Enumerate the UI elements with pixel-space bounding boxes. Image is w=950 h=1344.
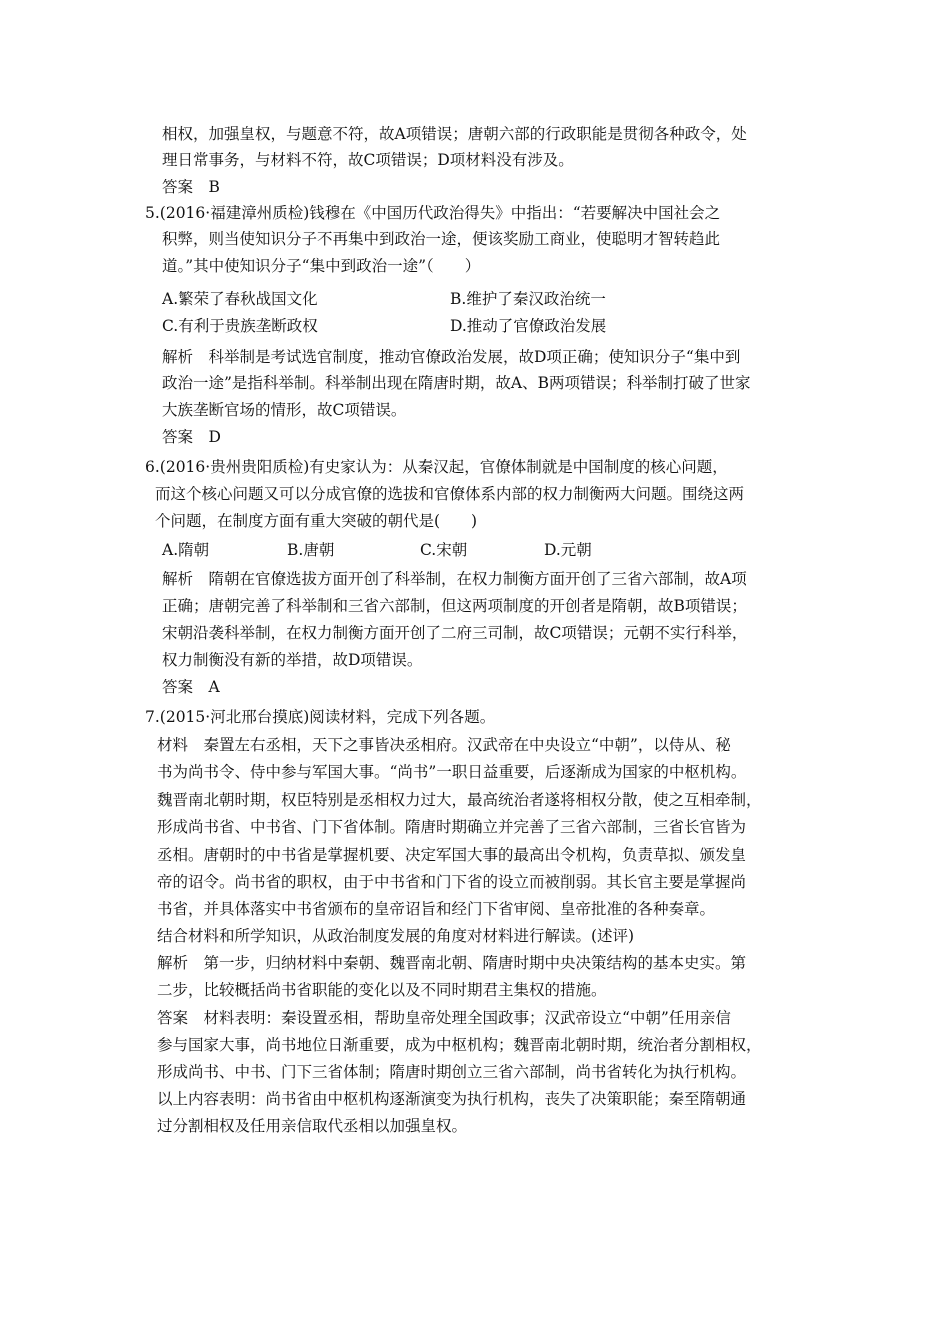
q5-option-a: A.繁荣了春秋战国文化 bbox=[162, 290, 318, 308]
answer-line: 答案 A bbox=[162, 678, 220, 696]
analysis-line: 解析 第一步，归纳材料中秦朝、魏晋南北朝、隋唐时期中央决策结构的基本史实。第 bbox=[157, 954, 747, 972]
analysis-line: 解析 隋朝在官僚选拔方面开创了科举制，在权力制衡方面开创了三省六部制，故A项 bbox=[162, 570, 747, 588]
text-line: 书为尚书令、侍中参与军国大事。“尚书”一职日益重要，后逐渐成为国家的中枢机构。 bbox=[157, 763, 747, 781]
text-line: 积弊，则当使知识分子不再集中到政治一途，便该奖励工商业，使聪明才智转趋此 bbox=[162, 230, 721, 248]
text-line: 大族垄断官场的情形，故C项错误。 bbox=[162, 401, 407, 419]
text-line: 以上内容表明：尚书省由中枢机构逐渐演变为执行机构，丧失了决策职能；秦至隋朝通 bbox=[157, 1090, 747, 1108]
text-line: 道。”其中使知识分子“集中到政治一途”（ ） bbox=[162, 257, 481, 275]
text-line: 书省，并具体落实中书省颁布的皇帝诏旨和经门下省审阅、皇帝批准的各种奏章。 bbox=[157, 900, 716, 918]
q6-option-d: D.元朝 bbox=[544, 541, 592, 559]
text-line: 理日常事务，与材料不符，故C项错误；D项材料没有涉及。 bbox=[162, 151, 574, 169]
q5-option-c: C.有利于贵族垄断政权 bbox=[162, 317, 318, 335]
answer-line: 答案 B bbox=[162, 178, 220, 196]
analysis-line: 解析 科举制是考试选官制度，推动官僚政治发展，故D项正确；使知识分子“集中到 bbox=[162, 348, 741, 366]
text-line: 参与国家大事，尚书地位日渐重要，成为中枢机构；魏晋南北朝时期，统治者分割相权， bbox=[157, 1036, 762, 1054]
text-line: 正确；唐朝完善了科举制和三省六部制，但这两项制度的开创者是隋朝，故B项错误； bbox=[162, 597, 747, 615]
instruction-line: 结合材料和所学知识，从政治制度发展的角度对材料进行解读。(述评) bbox=[157, 927, 635, 945]
q5-option-b: B.维护了秦汉政治统一 bbox=[450, 290, 606, 308]
q5-option-d: D.推动了官僚政治发展 bbox=[450, 317, 607, 335]
text-line: 二步，比较概括尚书省职能的变化以及不同时期君主集权的措施。 bbox=[157, 981, 607, 999]
text-line: 相权，加强皇权，与题意不符，故A项错误；唐朝六部的行政职能是贯彻各种政令，处 bbox=[162, 125, 747, 143]
text-line: 帝的诏令。尚书省的职权，由于中书省和门下省的设立而被削弱。其长官主要是掌握尚 bbox=[157, 873, 747, 891]
answer-line: 答案 D bbox=[162, 428, 221, 446]
text-line: 而这个核心问题又可以分成官僚的选拔和官僚体系内部的权力制衡两大问题。围绕这两 bbox=[155, 485, 745, 503]
text-line: 宋朝沿袭科举制，在权力制衡方面开创了二府三司制，故C项错误；元朝不实行科举， bbox=[162, 624, 748, 642]
answer-line: 答案 材料表明：秦设置丞相，帮助皇帝处理全国政事；汉武帝设立“中朝”任用亲信 bbox=[157, 1009, 731, 1027]
question-7-stem: 7.(2015·河北邢台摸底)阅读材料，完成下列各题。 bbox=[145, 708, 496, 726]
text-line: 形成尚书、中书、门下三省体制；隋唐时期创立三省六部制，尚书省转化为执行机构。 bbox=[157, 1063, 747, 1081]
q6-option-a: A.隋朝 bbox=[162, 541, 210, 559]
text-line: 形成尚书省、中书省、门下省体制。隋唐时期确立并完善了三省六部制，三省长官皆为 bbox=[157, 818, 747, 836]
q6-option-c: C.宋朝 bbox=[420, 541, 468, 559]
question-5-stem: 5.(2016·福建漳州质检)钱穆在《中国历代政治得失》中指出：“若要解决中国社会之 bbox=[145, 204, 721, 222]
text-line: 过分割相权及任用亲信取代丞相以加强皇权。 bbox=[157, 1117, 468, 1135]
material-line: 材料 秦置左右丞相，天下之事皆决丞相府。汉武帝在中央设立“中朝”，以侍从、秘 bbox=[157, 736, 731, 754]
text-line: 魏晋南北朝时期，权臣特别是丞相权力过大，最高统治者遂将相权分散，使之互相牵制， bbox=[157, 791, 762, 809]
question-6-stem: 6.(2016·贵州贵阳质检)有史家认为：从秦汉起，官僚体制就是中国制度的核心问题， bbox=[145, 458, 728, 476]
text-line: 政治一途”是指科举制。科举制出现在隋唐时期，故A、B两项错误；科举制打破了世家 bbox=[162, 374, 751, 392]
text-line: 丞相。唐朝时的中书省是掌握机要、决定军国大事的最高出令机构，负责草拟、颁发皇 bbox=[157, 846, 747, 864]
text-line: 个问题，在制度方面有重大突破的朝代是( ) bbox=[155, 512, 478, 530]
text-line: 权力制衡没有新的举措，故D项错误。 bbox=[162, 651, 423, 669]
q6-option-b: B.唐朝 bbox=[287, 541, 335, 559]
